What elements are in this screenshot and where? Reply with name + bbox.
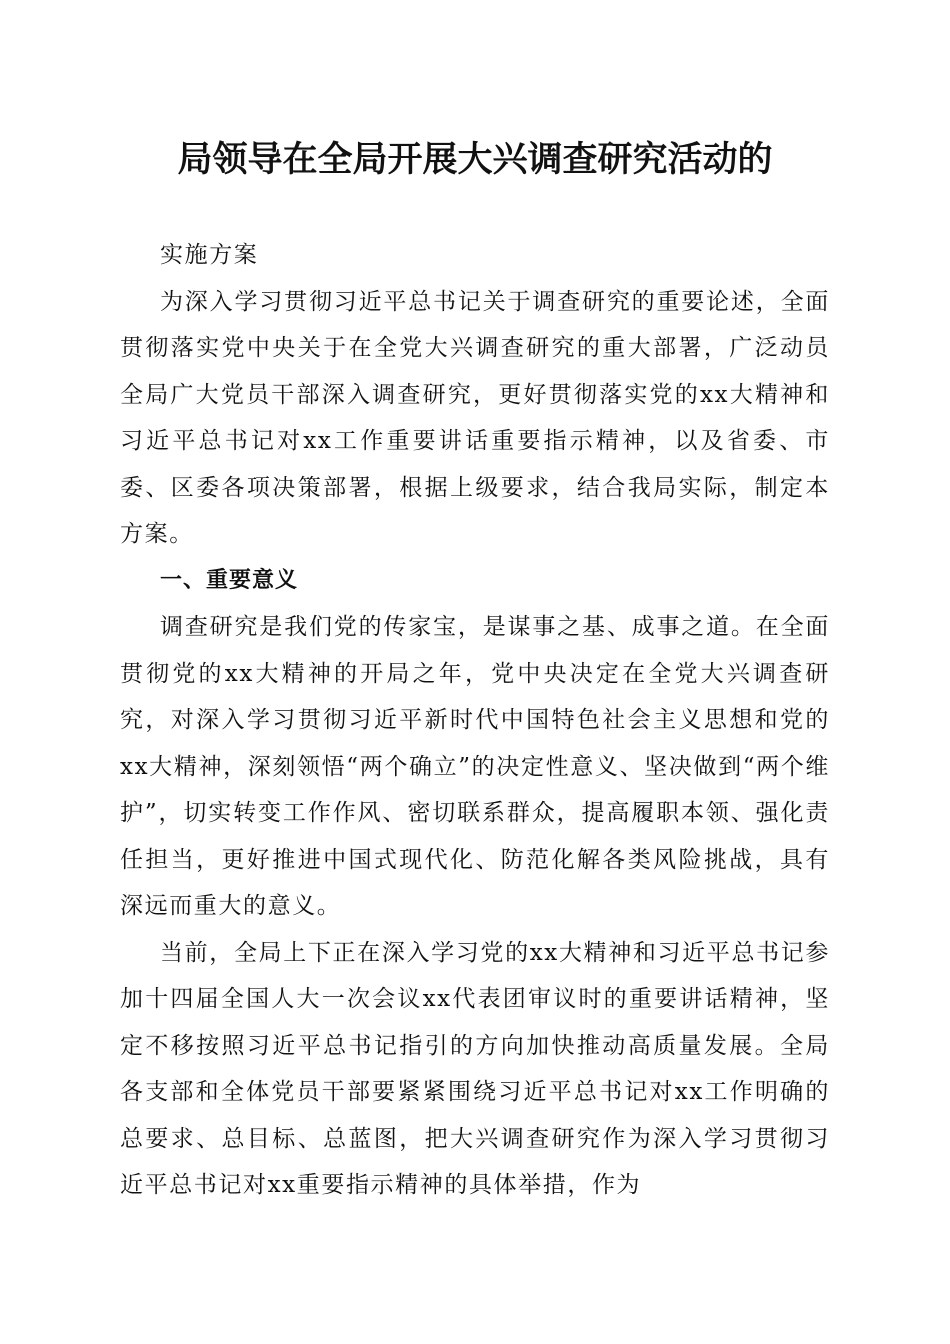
document-title: 局领导在全局开展大兴调查研究活动的 bbox=[177, 140, 773, 180]
significance-paragraph-2: 当前，全局上下正在深入学习党的xx大精神和习近平总书记参加十四届全国人大一次会议xx代表团审议时的重要讲话精神，坚定不移按照习近平总书记指引的方向加快推动高质量发展。全局各支部和全体党员干部要紧紧围绕习近平总书记对xx工作明确的总要求、总目标、总蓝图，把大兴调查研究作为深入学习贯彻习近平总书记对xx重要指示精神的具体举措，作为 bbox=[120, 939, 830, 1198]
document-body bbox=[120, 232, 830, 1209]
intro-paragraph: 为深入学习贯彻习近平总书记关于调查研究的重要论述，全面贯彻落实党中央关于在全党大兴调查研究的重大部署，广泛动员全局广大党员干部深入调查研究，更好贯彻落实党的xx大精神和习近平总书记对xx工作重要讲话重要指示精神，以及省委、市委、区委各项决策部署，根据上级要求，结合我局实际，制定本方案。 bbox=[120, 288, 830, 547]
section-heading-significance: 一、重要意义 bbox=[160, 567, 299, 593]
document-subtitle: 实施方案 bbox=[160, 242, 259, 268]
significance-paragraph-1: 调查研究是我们党的传家宝，是谋事之基、成事之道。在全面贯彻党的xx大精神的开局之年，党中央决定在全党大兴调查研究，对深入学习贯彻习近平新时代中国特色社会主义思想和党的xx大精神，深刻领悟“两个确立”的决定性意义、坚决做到“两个维护”，切实转变工作作风、密切联系群众，提高履职本领、强化责任担当，更好推进中国式现代化、防范化解各类风险挑战，具有深远而重大的意义。 bbox=[120, 614, 830, 919]
